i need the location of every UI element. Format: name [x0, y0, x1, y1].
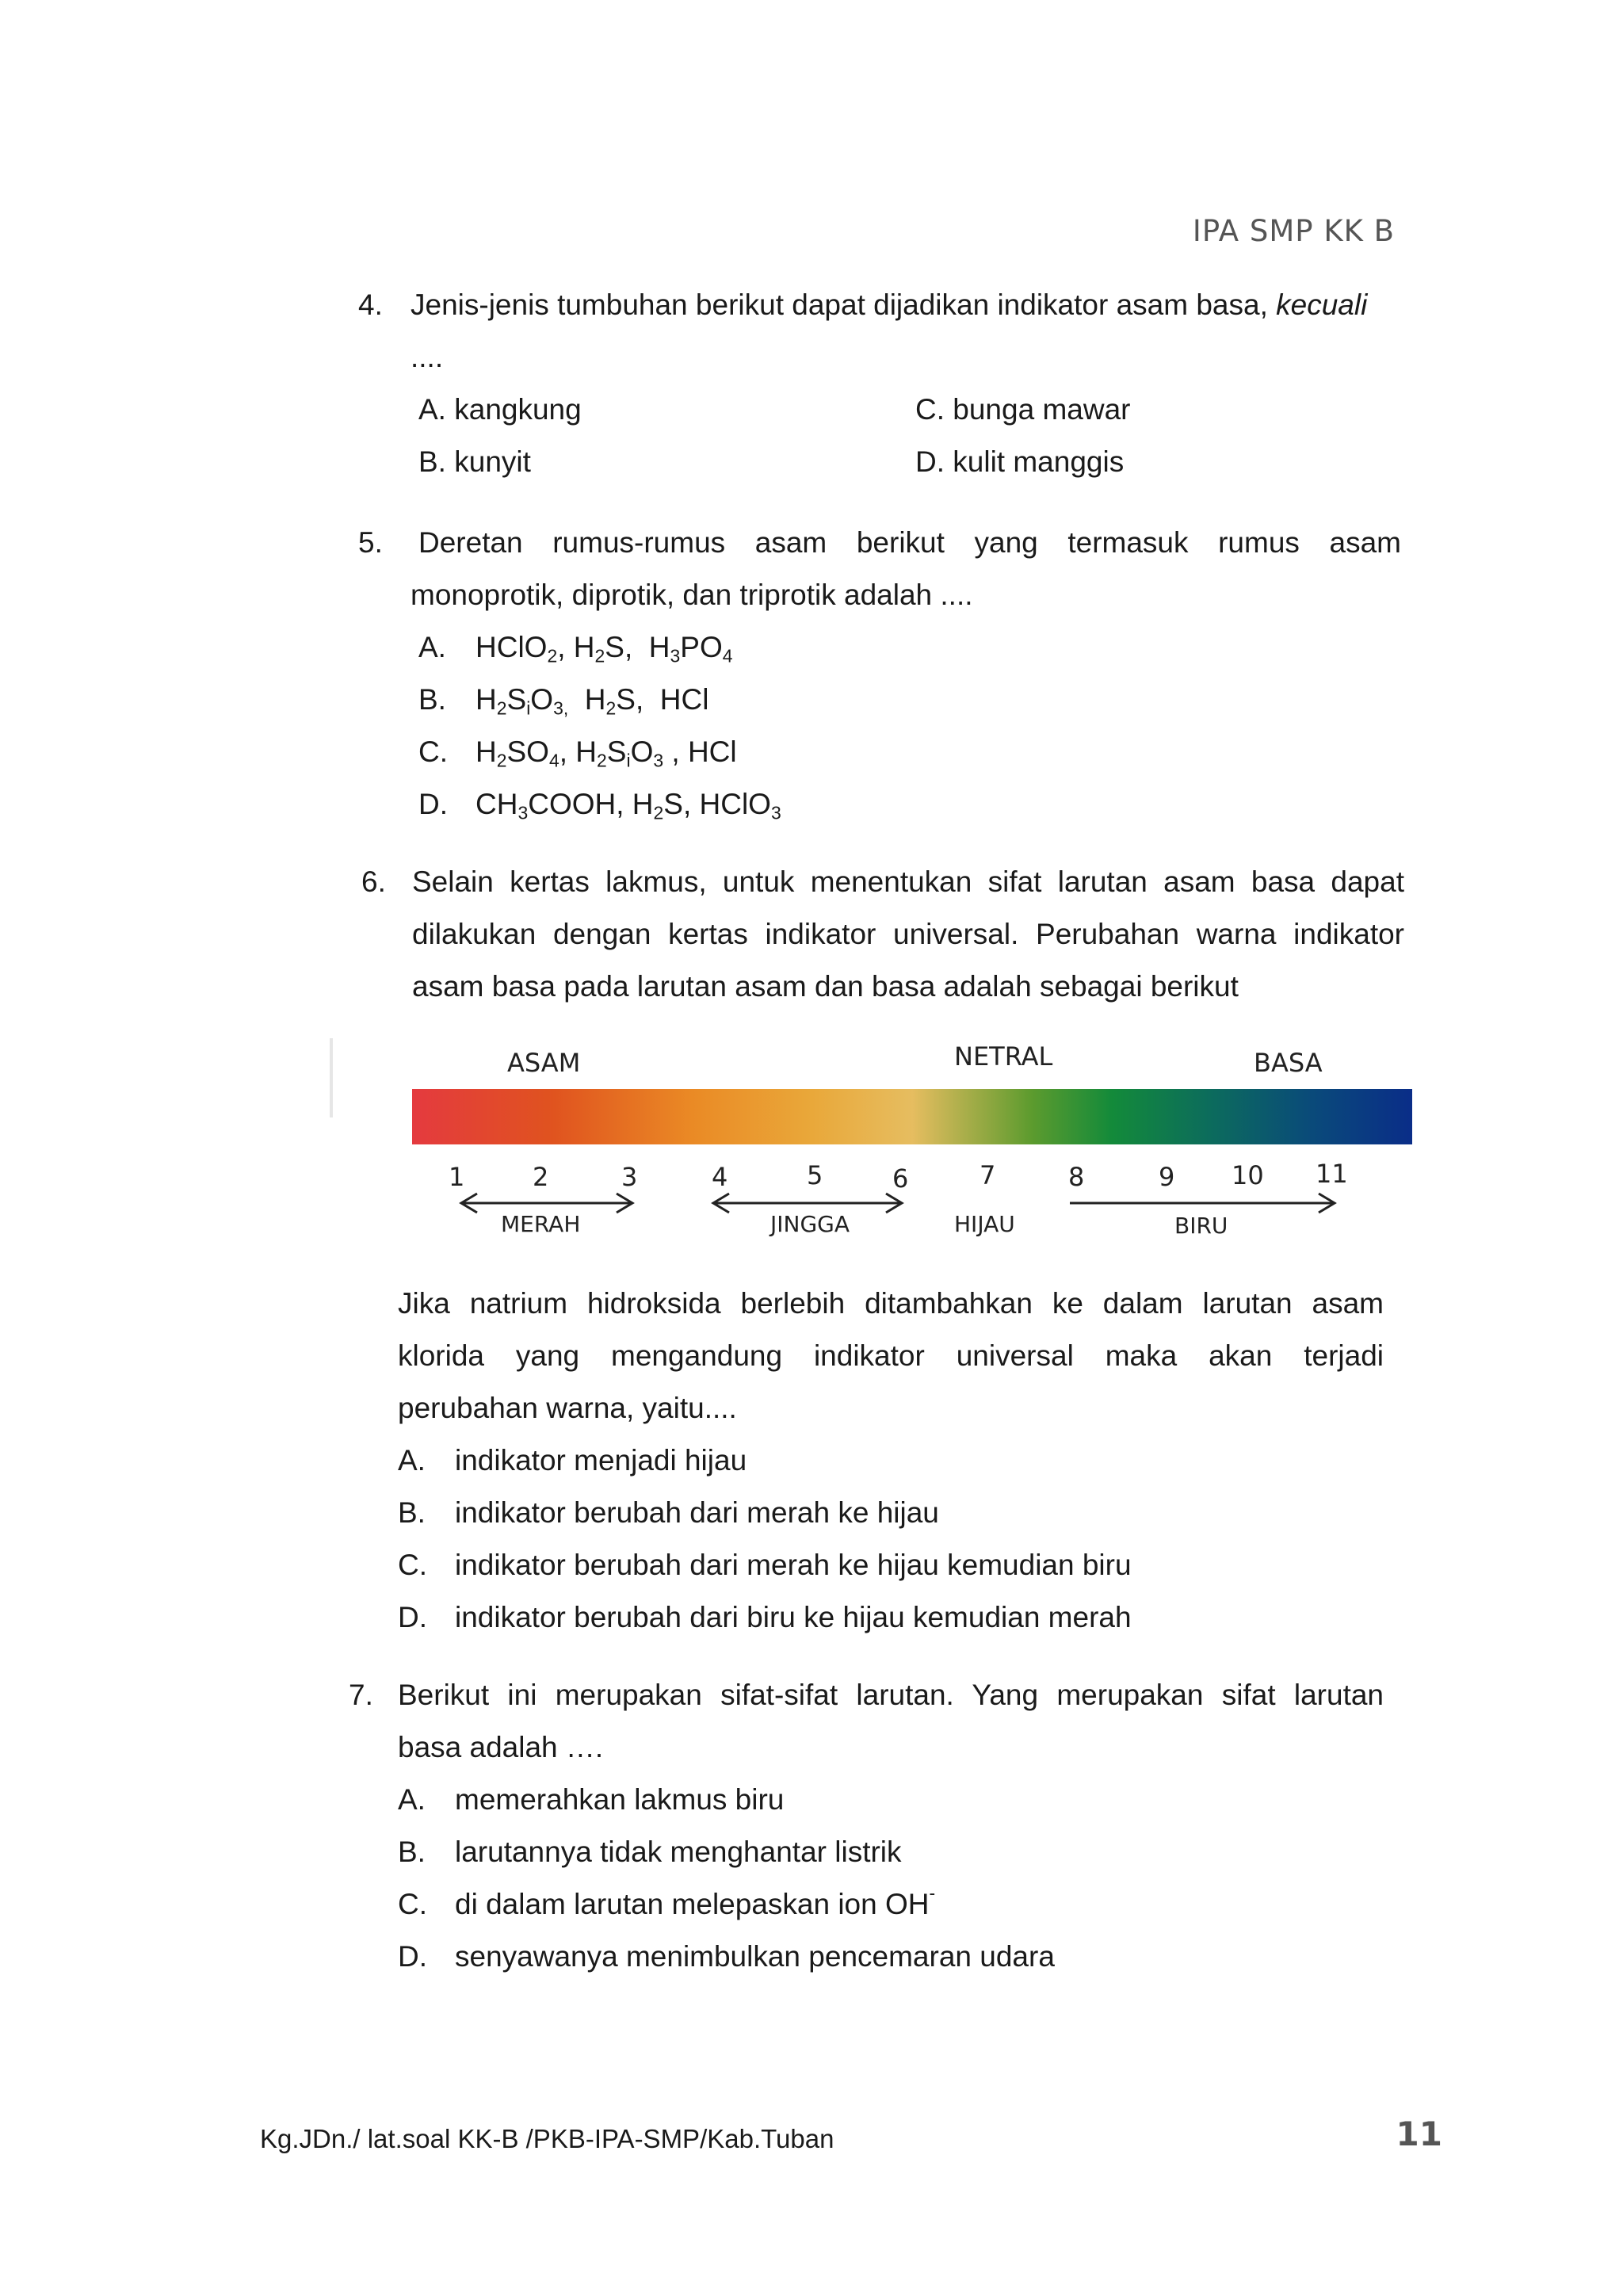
q5-option-letter: C.: [418, 735, 448, 768]
ph-gradient-bar: [412, 1089, 1412, 1144]
ph-number: 7: [980, 1160, 996, 1190]
q6-option-letter: C.: [398, 1549, 427, 1581]
q7-option-text: memerahkan lakmus biru: [455, 1783, 785, 1816]
q7-option-letter: B.: [398, 1836, 426, 1868]
q7-option-text: di dalam larutan melepaskan ion OH: [455, 1888, 930, 1920]
q6-option-letter: A.: [398, 1444, 426, 1477]
q5-option-letter: D.: [418, 788, 448, 820]
q5-stem-line1: Deretan rumus-rumus asam berikut yang termasuk rumus asam: [418, 526, 1401, 559]
q4-number: 4.: [358, 288, 383, 321]
q6-follow-line2: klorida yang mengandung indikator universal maka akan terjadi: [398, 1339, 1384, 1372]
page-number: 11: [1396, 2115, 1442, 2153]
ph-color-label-jingga: JINGGA: [770, 1211, 850, 1237]
q6-number: 6.: [361, 865, 386, 898]
ph-zone-label-basa: BASA: [1254, 1048, 1323, 1078]
q7-option-a[interactable]: [398, 1774, 784, 1826]
q5-option-letter: B.: [418, 683, 446, 716]
q5-option-a[interactable]: A. HClO$_2$, $H_2S$, $H_3PO_4$: [418, 621, 733, 674]
ph-number: 2: [533, 1162, 549, 1192]
ph-number: 8: [1068, 1162, 1085, 1192]
q6-option-text: indikator berubah dari merah ke hijau kemudian biru: [455, 1549, 1132, 1581]
q6-stem-line3: asam basa pada larutan asam dan basa adalah sebagai berikut: [412, 970, 1239, 1003]
q6-option-text: indikator berubah dari merah ke hijau: [455, 1496, 939, 1529]
ph-zone-label-asam: ASAM: [507, 1048, 581, 1078]
q6-follow-line1: Jika natrium hidroksida berlebih ditambahkan ke dalam larutan asam: [398, 1287, 1384, 1320]
ph-color-label-biru: BIRU: [1174, 1213, 1228, 1239]
q6-stem-line1: Selain kertas lakmus, untuk menentukan sifat larutan asam basa dapat: [412, 865, 1404, 898]
q5-option-d[interactable]: D. $CH_3COOH$, $H_2S$, HClO$_3$: [418, 778, 781, 831]
q6-option-text: indikator berubah dari biru ke hijau kemudian merah: [455, 1601, 1132, 1633]
ph-number: 3: [621, 1162, 638, 1192]
q4-stem-main: Jenis-jenis tumbuhan berikut dapat dijadikan indikator asam basa,: [411, 288, 1268, 321]
q5-stem-line2: monoprotik, diprotik, dan triprotik adalah ....: [411, 579, 973, 611]
q6-option-letter: D.: [398, 1601, 427, 1633]
q6-follow-line3: perubahan warna, yaitu....: [398, 1392, 737, 1424]
q5-number: 5.: [358, 526, 383, 559]
ph-zone-label-netral: NETRAL: [954, 1041, 1053, 1072]
page-footer: Kg.JDn./ lat.soal KK-B /PKB-IPA-SMP/Kab.Tuban: [260, 2124, 834, 2153]
q7-option-text: larutannya tidak menghantar listrik: [455, 1836, 902, 1868]
q6-stem-line2: dilakukan dengan kertas indikator universal. Perubahan warna indikator: [412, 918, 1404, 950]
q7-stem-line1: Berikut ini merupakan sifat-sifat larutan. Yang merupakan sifat larutan: [398, 1679, 1384, 1711]
ph-number: 10: [1232, 1160, 1264, 1190]
q4-stem-dots: ....: [411, 341, 444, 373]
q7-option-d[interactable]: [398, 1931, 1055, 1983]
figure-edge-mark: [330, 1038, 333, 1117]
q7-option-letter: A.: [398, 1783, 426, 1816]
q7-number: 7.: [349, 1679, 373, 1711]
q7-option-letter: D.: [398, 1940, 427, 1973]
q7-option-b[interactable]: [398, 1826, 902, 1878]
q5-option-c[interactable]: C. $H_2SO_4$, $H_2S_iO_3$ , HCl: [418, 726, 737, 778]
q4-option-b[interactable]: B. kunyit: [418, 445, 531, 478]
q4-option-a[interactable]: A. kangkung: [418, 393, 582, 426]
q6-option-d[interactable]: [398, 1591, 1132, 1644]
q4-option-d[interactable]: D. kulit manggis: [915, 445, 1125, 478]
q5-option-letter: A.: [418, 631, 446, 663]
page-header: IPA SMP KK B: [1192, 214, 1395, 248]
q5-option-b[interactable]: B. $H_2S_iO_{3,}$ $H_2S$, HCl: [418, 674, 708, 726]
ph-number: 4: [712, 1162, 728, 1192]
q4-stem: [411, 279, 1367, 331]
q7-option-c[interactable]: [398, 1878, 935, 1931]
ph-number: 9: [1159, 1162, 1175, 1192]
ph-number: 11: [1316, 1159, 1348, 1189]
q6-option-c[interactable]: [398, 1539, 1132, 1591]
q6-option-b[interactable]: [398, 1487, 939, 1539]
ph-number: 6: [892, 1163, 909, 1194]
ph-number: 5: [807, 1160, 823, 1190]
ion-charge-superscript: -: [929, 1882, 936, 1904]
q7-stem-line2: basa adalah ….: [398, 1731, 604, 1763]
q7-option-text: senyawanya menimbulkan pencemaran udara: [455, 1940, 1055, 1973]
q4-stem-emph: kecuali: [1276, 288, 1368, 321]
q6-option-a[interactable]: [398, 1435, 747, 1487]
q7-option-letter: C.: [398, 1888, 427, 1920]
q6-option-letter: B.: [398, 1496, 426, 1529]
q4-option-c[interactable]: C. bunga mawar: [915, 393, 1131, 426]
ph-color-label-hijau: HIJAU: [954, 1211, 1015, 1237]
ph-color-label-merah: MERAH: [501, 1211, 581, 1237]
ph-number: 1: [449, 1162, 465, 1192]
q6-option-text: indikator menjadi hijau: [455, 1444, 747, 1477]
